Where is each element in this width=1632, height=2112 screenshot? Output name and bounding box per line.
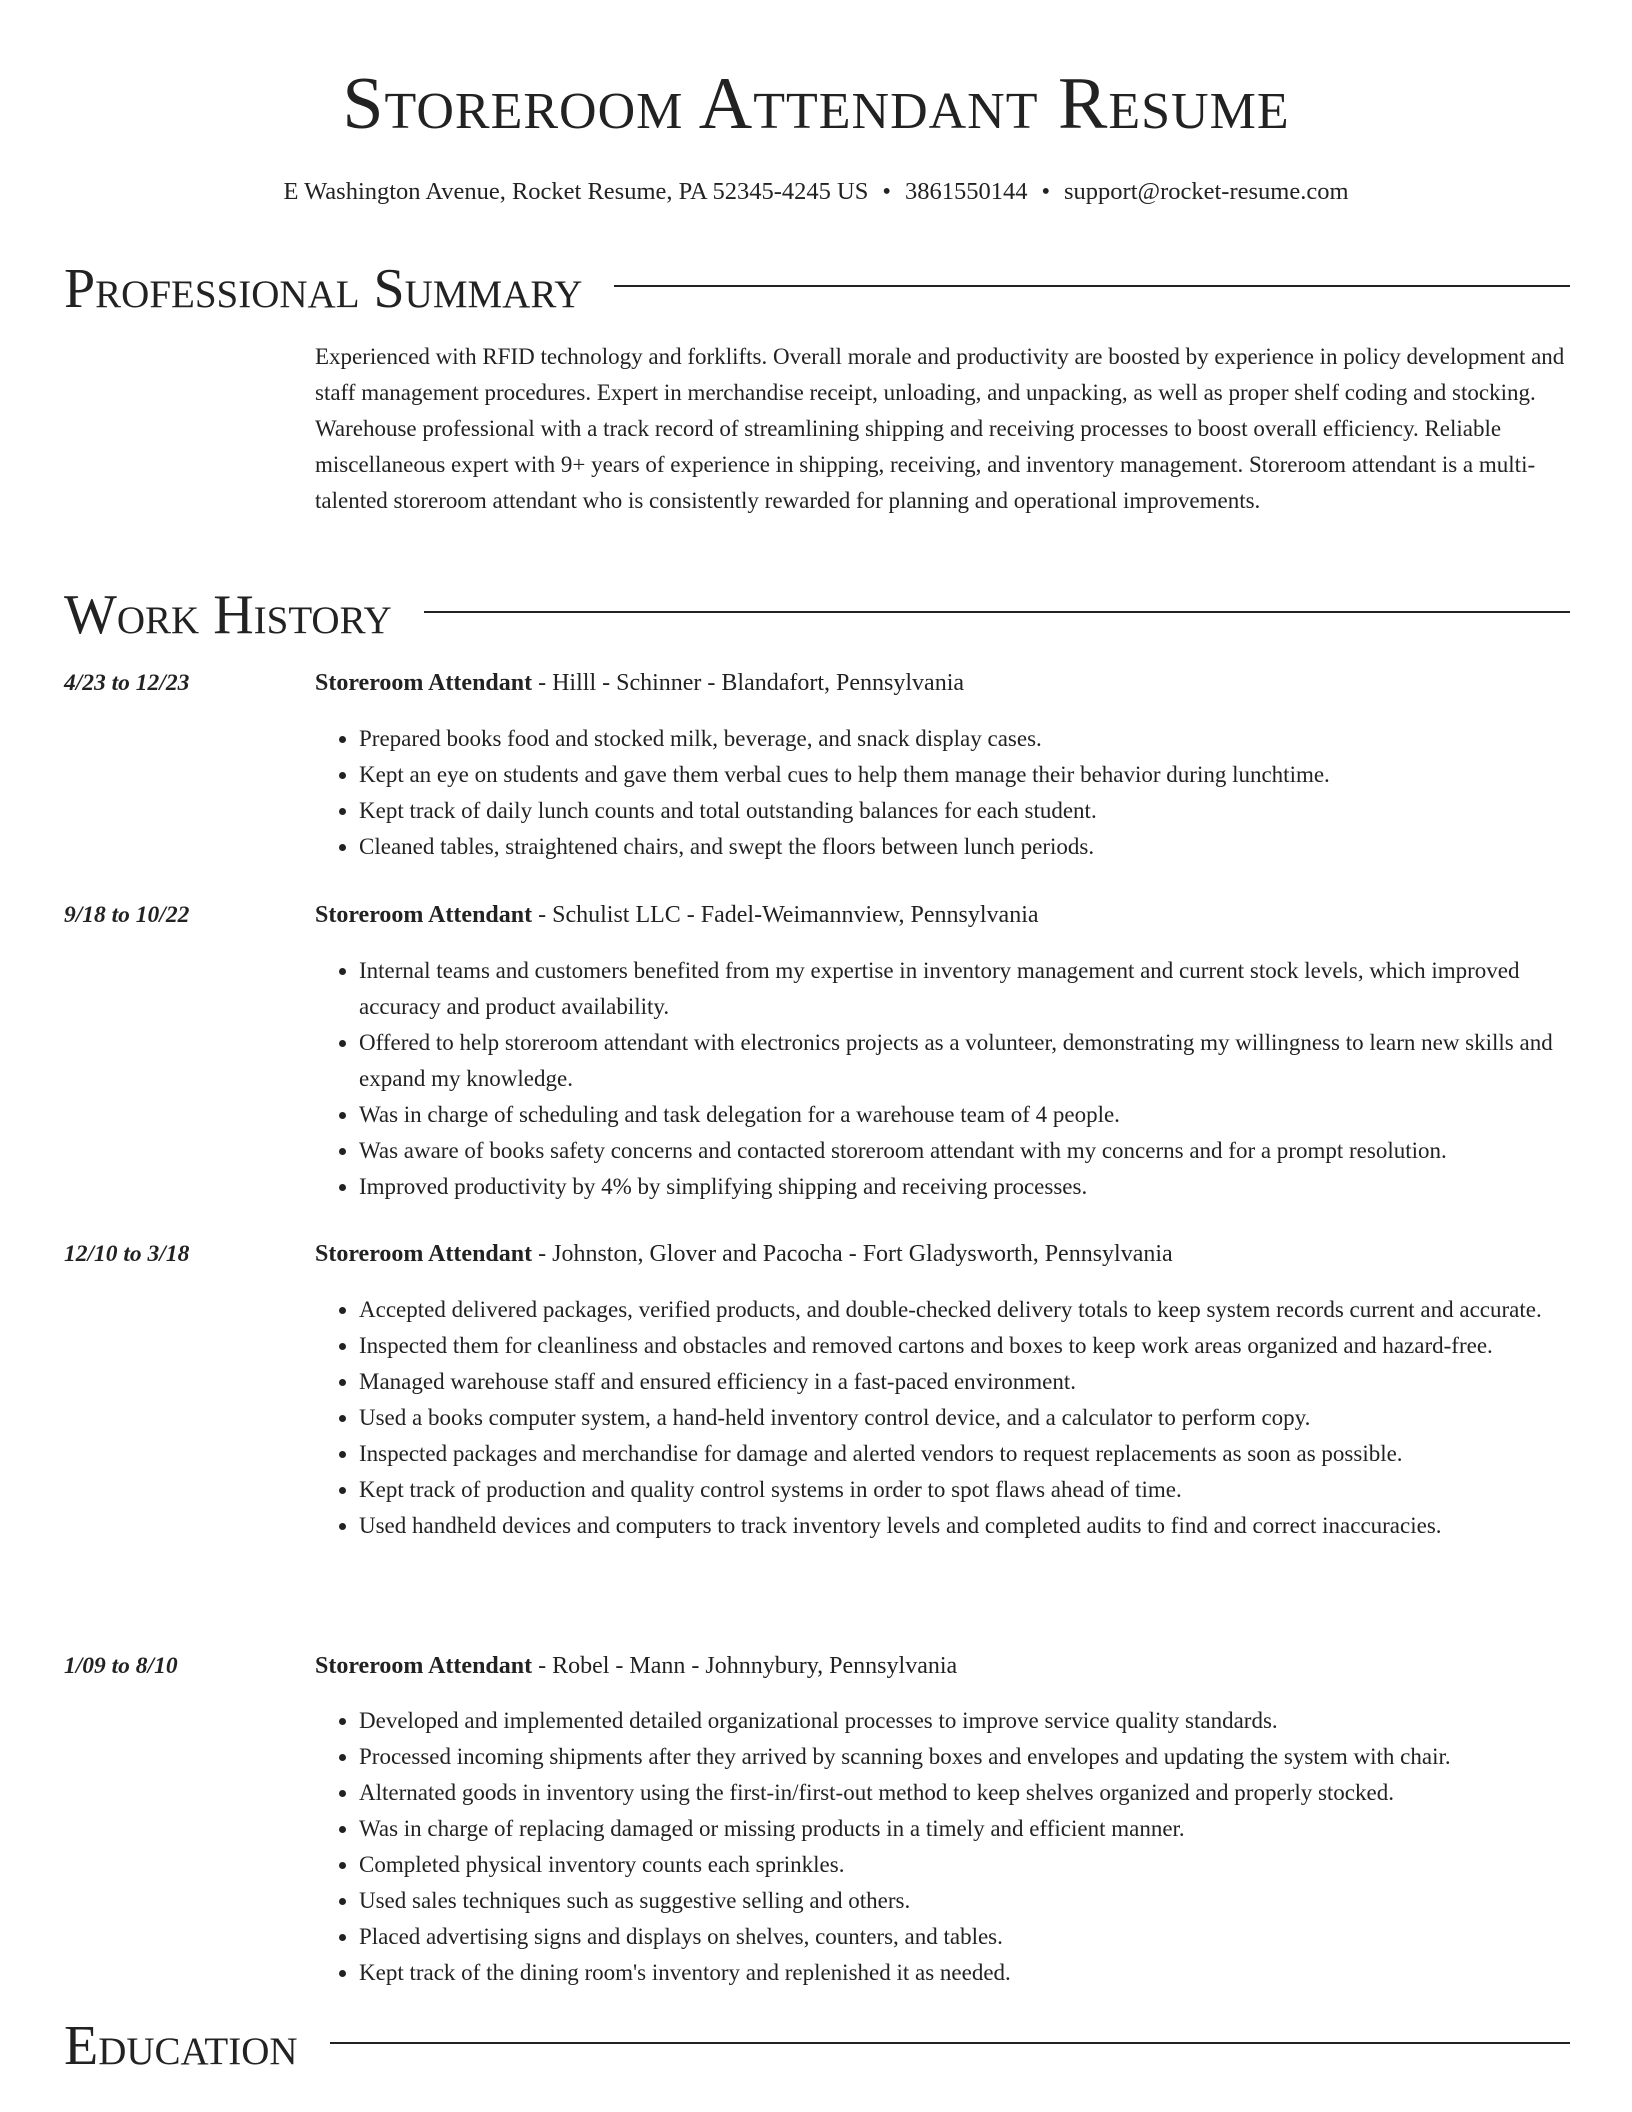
job-bullet: • Internal teams and customers benefited from my expertise in inventory management and current stock levels, which improved accuracy and product availability. <box>359 953 1570 1025</box>
job-heading <box>315 899 1570 931</box>
job-heading <box>315 667 1570 699</box>
contact-address: E Washington Avenue, Rocket Resume, PA 52345-4245 US <box>283 178 869 205</box>
job-heading <box>315 1650 1570 1682</box>
contact-email: support@rocket-resume.com <box>1064 178 1349 205</box>
job-bullet: • Used sales techniques such as suggestive selling and others. <box>359 1883 1570 1919</box>
education-heading: Education <box>64 2015 298 2077</box>
job-dates: 12/10 to 3/18 <box>64 1241 190 1267</box>
job-bullet: • Developed and implemented detailed organizational processes to improve service quality standards. <box>359 1703 1570 1739</box>
work-history-heading: Work History <box>64 584 392 646</box>
job-bullets <box>315 1292 1570 1544</box>
job-title: Storeroom Attendant <box>315 670 533 696</box>
job-bullet: • Kept track of daily lunch counts and total outstanding balances for each student. <box>359 793 1570 829</box>
work-history-section-header <box>64 584 1570 646</box>
contact-phone: 3861550144 <box>904 178 1028 205</box>
job-bullet: • Improved productivity by 4% by simplifying shipping and receiving processes. <box>359 1169 1570 1205</box>
job-details: - Robel - Mann - Johnnybury, Pennsylvania <box>532 1653 958 1679</box>
job-dates: 9/18 to 10/22 <box>64 902 190 928</box>
job-bullet: • Completed physical inventory counts each sprinkles. <box>359 1847 1570 1883</box>
job-bullet: • Prepared books food and stocked milk, beverage, and snack display cases. <box>359 721 1570 757</box>
job-bullet: • Offered to help storeroom attendant with electronics projects as a volunteer, demonstrating my willingness to learn new skills and expand my knowledge. <box>359 1025 1570 1097</box>
job-dates: 4/23 to 12/23 <box>64 670 190 696</box>
section-divider <box>330 2042 1570 2044</box>
summary-heading: Professional Summary <box>64 258 583 320</box>
job-title: Storeroom Attendant <box>315 1653 533 1679</box>
job-bullet: • Kept an eye on students and gave them verbal cues to help them manage their behavior during lunchtime. <box>359 757 1570 793</box>
contact-line <box>0 176 1632 208</box>
job-bullet: • Accepted delivered packages, verified products, and double-checked delivery totals to keep system records current and accurate. <box>359 1292 1570 1328</box>
section-divider <box>614 285 1570 287</box>
job-heading <box>315 1238 1570 1270</box>
job-title: Storeroom Attendant <box>315 1241 533 1267</box>
job-bullet: • Processed incoming shipments after they arrived by scanning boxes and envelopes and updating the system with chair. <box>359 1739 1570 1775</box>
job-bullet: • Inspected packages and merchandise for damage and alerted vendors to request replacements as soon as possible. <box>359 1436 1570 1472</box>
job-bullet: • Managed warehouse staff and ensured efficiency in a fast-paced environment. <box>359 1364 1570 1400</box>
job-bullet: • Cleaned tables, straightened chairs, and swept the floors between lunch periods. <box>359 829 1570 865</box>
summary-text: Experienced with RFID technology and forklifts. Overall morale and productivity are boosted by experience in policy development and staff management procedures. Expert in merchandise receipt, unloading, and unpacking, as well as proper shelf coding and stocking. Warehouse professional with a track record of streamlining shipping and receiving processes to boost overall efficiency. Reliable miscellaneous expert with 9+ years of experience in shipping, receiving, and inventory management. Storeroom attendant is a multi-talented storeroom attendant who is consistently rewarded for planning and operational improvements. <box>315 344 1565 513</box>
job-details: - Hilll - Schinner - Blandafort, Pennsylvania <box>532 670 965 696</box>
job-details: - Schulist LLC - Fadel-Weimannview, Pennsylvania <box>532 902 1039 928</box>
job-bullet: • Kept track of production and quality control systems in order to spot flaws ahead of time. <box>359 1472 1570 1508</box>
contact-separator: • <box>1041 178 1051 205</box>
job-bullets <box>315 721 1570 865</box>
job-dates: 1/09 to 8/10 <box>64 1653 178 1679</box>
job-bullet: • Alternated goods in inventory using the first-in/first-out method to keep shelves organized and properly stocked. <box>359 1775 1570 1811</box>
job-bullet: • Was aware of books safety concerns and contacted storeroom attendant with my concerns and for a prompt resolution. <box>359 1133 1570 1169</box>
contact-separator: • <box>882 178 891 205</box>
job-bullets <box>315 1703 1570 1991</box>
resume-title: Storeroom Attendant Resume <box>342 63 1290 145</box>
summary-section-header <box>64 258 1570 320</box>
job-bullet: • Used a books computer system, a hand-held inventory control device, and a calculator to perform copy. <box>359 1400 1570 1436</box>
job-bullet: • Inspected them for cleanliness and obstacles and removed cartons and boxes to keep work areas organized and hazard-free. <box>359 1328 1570 1364</box>
job-bullet: • Placed advertising signs and displays on shelves, counters, and tables. <box>359 1919 1570 1955</box>
job-bullet: • Used handheld devices and computers to track inventory levels and completed audits to find and correct inaccuracies. <box>359 1508 1570 1544</box>
education-section-header <box>64 2015 1570 2077</box>
job-title: Storeroom Attendant <box>315 902 533 928</box>
job-details: - Johnston, Glover and Pacocha - Fort Gladysworth, Pennsylvania <box>532 1241 1173 1267</box>
job-bullet: • Was in charge of replacing damaged or missing products in a timely and efficient manner. <box>359 1811 1570 1847</box>
job-bullet: • Kept track of the dining room's inventory and replenished it as needed. <box>359 1955 1570 1991</box>
job-bullets <box>315 953 1570 1205</box>
job-bullet: • Was in charge of scheduling and task delegation for a warehouse team of 4 people. <box>359 1097 1570 1133</box>
section-divider <box>424 611 1570 613</box>
